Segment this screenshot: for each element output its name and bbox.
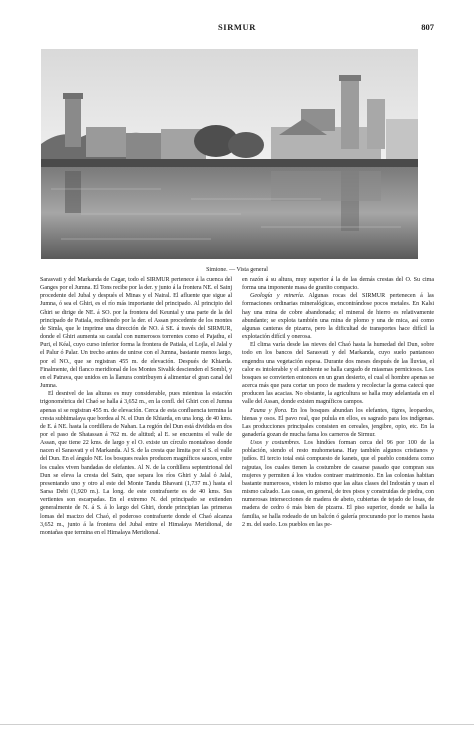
running-head: SIRMUR	[217, 22, 257, 32]
paragraph	[242, 439, 434, 529]
photo-illustration	[41, 49, 418, 259]
page-edge	[0, 724, 474, 725]
text-columns	[40, 276, 434, 722]
right-column	[242, 276, 434, 722]
section-subhead: Usos y costumbres.	[250, 440, 301, 447]
page-number: 807	[421, 22, 434, 32]
paragraph: El desnivel de las alturas es muy considerable, pues mientras la estación trigonométrica del Chaó se halla á 3,652 m., en la confl. del Ghiri con el Jumna apenas si se registran 455 m. de elevación. Cerca de esta confluencia termina la cresta subhimalaya que bordea al N. el Dun de Khiarda, en una long. de 40 kms. de E. á NE. hasta la cordillera de Nahan. La región del Dun está dividida en dos por el paso de Shatassan á 762 m. de altitud; al E. se encuentra el valle de Assan, que tiene 22 kms. de largo y el O. existe un círculo montañoso donde nacen el Sarasvati y el Markanda. Al S. de la cresta que limita por el S. el valle del Dun. En el ángulo NE. los bosques reales producen magníficos sauces, entre los cuales viven bandadas de elefantes. Al N. de la cordillera septentrional del Dun se eleva la cresta del Sain, que separa los ríos Ghiri y Jalal ó Jalal, presentando uno y otro al este del Monte Tandu Bhavani (1,737 m.) hasta el Sarsa Debi (1,920 m.). La long. de este contrafuerte es de 40 kms. Sus vertientes son escarpadas. En el extremo N. del principado se extienden generalmente de N. á S. á lo largo del Ghiri, donde principian las primeras lomas del macizo del Chaó, el poderoso contrafuerte donde el Chaó alcanza 3,652 m., junto á la frontera del Jubal entre el Himalaya Meridional, de montañas que termina en el Himalaya Meridional.	[40, 391, 232, 536]
paragraph-text: Algunas rocas del SIRMUR pertenecen á las formaciones ordinarias mineralógicas, encontrándose pocos metales. En Kalsi hay una mina de cobre abandonada; el mineral de hierro es relativamente abundante; se explota también una mina de plomo y una de mica, así como algunas canteras de pizarra, pero la dificultad de transportes hace difícil la explotación difícil y onerosa.	[242, 293, 434, 341]
section-subhead: Geología y minería.	[250, 293, 305, 300]
paragraph: El clima varía desde las nieves del Chaó hasta la humedad del Dun, sobre todo en los bancos del Sarasvati y del Markanda, cuyo suelo pantanoso engendra una vegetación espesa. Durante dos meses después de las lluvias, el calor es intolerable y el ambiente se halla cargado de miasmas perniciosos. Los bosques se convierten entonces en un gran desierto, el cual el hombre apenas se acerca más que para cortar un poco de madera y recolectar la goma catecú que producen las acacias. No obstante, la agricultura se halla muy adelantada en el valle del Assan, donde existen magníficos campos.	[242, 342, 434, 406]
figure-photo	[41, 49, 418, 259]
left-column	[40, 276, 232, 722]
paragraph: en razón á su altura, muy superior á la de las demás crestas del O. Su cima forma una imponente masa de granito compacto.	[242, 277, 434, 292]
paragraph	[242, 407, 434, 440]
section-subhead: Fauna y flora.	[250, 407, 288, 414]
paragraph-text: En los bosques abundan los elefantes, tigres, leopardos, hienas y osos. El pavo real, que pulula en ellos, es sagrado para los indígenas. Las producciones principales consisten en cereales, jengibre, opio, etc. En la ganadería gozan de mucha fama los carneros de Sirmur.	[242, 407, 434, 438]
paragraph	[242, 292, 434, 341]
page-header	[40, 22, 434, 36]
paragraph: Sarasvati y del Markanda de Cagar, todo el SIRMUR pertenece á la cuenca del Ganges por el Jumna. El Tons recibe por la der. y junto á la frontera NE. el Sainj procedente del Jubal y después el Minas y el Nairal. El afluente que sigue al Jumna, ó sea el Ghiri, es el río más importante del principado. Al principio del Ghiri se dirige de NE. á SO. por la frontera del Keuntal y una parte de la del principado de Patiala, recibiendo por la der. el Assan procedente de los montes de Simla, que le imprime una dirección de NO. á SE. á través del SIRMUR, donde el Ghiri aumenta su caudal con numerosos torrentes como el Pajathu, el Puri, el Kéal, cuyo curso inferior forma la frontera de Patiala, el Lojla, el Jalal y el Palur ó Palar. Un trecho antes de unirse con el Jumna, bastante menos largo, por el NO., que se registran 455 m. de elevación. Después de Khiarda. Finalmente, del flanco meridional de los Montes Sivalik descienden el Sombl, y en el Patrava, que unidos en la llanura contribuyen á alimentar el gran canal del Jumna.	[40, 277, 232, 390]
paragraph-text: Los hindúes forman cerca del 96 por 100 de la población, siendo el resto muhometana. Hay también algunos cristianos y judíos. El tercio total está compuesto de kanets, que el pueblo considera como rajputas, los cuales tienen la costumbre de casarse pasado que compran sus mujeres y permiten á los viudos contraer matrimonio. En las colonias habitan bastante numerosos, visten lo mismo que las altas clases del Indostán y usan el mismo calzado. Las casas, en general, de tres pisos y construidas de piedra, con numerosas intersecciones de madera de abeto, cubiertas de tejado de losas, de madera de cedro ó más bien de pizarra. El piso superior, donde se halla la familia, se halla rodeado de un balcón ó galería procurando por lo menos hasta 2 m. del suelo. Los pueblos en las pe-	[242, 440, 434, 528]
figure-caption: Simione. — Vista general	[206, 267, 268, 273]
